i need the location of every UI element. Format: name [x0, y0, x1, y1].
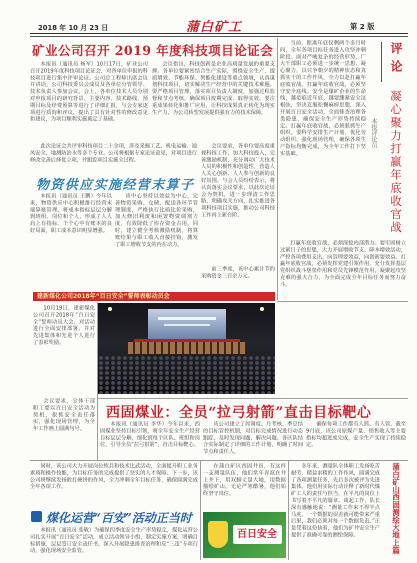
section-rule: [30, 460, 408, 461]
coal-ops-body-text: 本报讯（通讯员 张敏）为确保四季度安全生产形势稳定，煤化运营公司扎实开展“百日安全”活动，成立活动领导小组，制定实施方案，明确目标措施，层层签订安全责任书，深入开展隐患排查治理和反“三违”专项行动，强化现场安全监管。: [30, 527, 198, 554]
coal-ops-headline: 煤化运营“百安”活动正当时: [46, 511, 192, 525]
stage-light-right: [260, 307, 264, 311]
feature-body-col1-text: 在蒲白矿区西固井田，有这样一支测量队伍，他们常年奔波在井上井下，用双脚丈量大地，用数据描绘矿山。无论严寒酷暑，他们始终坚守岗位。: [203, 463, 286, 497]
supply-body-col1-text: 本报讯（通讯员 王鹏）今年以来，物资供应中心积极推行经营末端算账管理，将成本指标层层分解到班组、岗位和个人，形成了人人肩上有指标、个个心中有账本的良好局面，职工成本意识明显增强。: [30, 193, 112, 234]
xigu-body-col3-text: 确保每项工作都有人抓、有人管。截至9月底，该公司原煤产量、销售收入等主要指标均超进度完成，安全生产实现了持续稳定。: [306, 421, 406, 448]
lead-body-col2: [152, 61, 275, 141]
screen-text-line: [164, 324, 210, 326]
feature-body-col2: [291, 463, 380, 560]
lead-body-col1: [30, 61, 148, 141]
photo-divider: [97, 302, 98, 460]
photo-story-body: [33, 398, 95, 458]
bottom-divider-1: [200, 460, 201, 560]
supply-body-col1: [30, 193, 112, 289]
photo-story-body-text: 会议要求，全体干部职工要以百日安全活动为契机，狠抓安全责任落实，强化现场管理，为全年工作画上圆满句号。: [33, 398, 95, 432]
commentary-body-col1: [280, 40, 366, 236]
xigu-body-col1: [100, 421, 200, 458]
feature-title: 蒲白矿山西固测绘大地上篇: [392, 463, 401, 555]
poster-panel: [233, 525, 282, 544]
issue-date: 2018 年 10 月 23 日: [38, 24, 109, 32]
commentary-body-col1-text: 当前，距离年底仅剩两个多月时间，全年各项目标任务进入攻坚冲刺阶段。面对严峻复杂的经营形势，广大干部职工必须进一步统一思想、凝心聚力，以只争朝夕的精神状态和真抓实干的工作作风，全力以赴打赢年底收官战。打赢年底收官战，必须坚守安全底线。安全是煤矿企业的生命线，越是临近年底，越要绷紧安全这根弦，坚决克服松懈麻痹思想，深入开展百日安全活动，全面排查治理各类隐患，确保安全生产形势持续稳定。打赢年底收官战，必须狠抓生产组织。要科学安排生产计划，优化劳动组织，强化现场管理，确保各项生产指标均衡完成，为全年工作打下坚实基础。: [280, 40, 366, 157]
feature-body-col1: [203, 463, 286, 509]
section-icon: [31, 511, 42, 522]
lead-body-col2-text: 会议指出，科技创新是企业高质量发展的重要支撑。各单位要紧密结合生产实际，围绕安全生产、提质增效、节能环保、智能化建设等重点领域，认真谋划科技项目，切实解决生产经营中的关键技术难题。要严格项目管理，落实项目负责人制度，加强过程监督和节点考核，确保项目按期完成、取得实效。要注重成果转化和推广应用，让科技成果真正转化为现实生产力，为公司转型发展提供强有力的技术保障。: [152, 61, 275, 116]
poster-title: 百日安全: [237, 529, 277, 540]
lead-headline: 矿业公司召开 2019 年度科技项目论证会: [32, 43, 274, 58]
xigu-body-col4: [30, 463, 198, 507]
supply-body-col3-text: 前三季度，该中心累计节约采购资金三百余万元。: [201, 266, 275, 279]
commentary-byline: 本报评论员: [370, 118, 377, 148]
lead-body-col1-text: 本报讯（通讯员 杨军）10月17日，矿业公司召开2019年度科技项目论证会，对各单位申报的科技项目进行集中评审论证。公司总工程师出席会议并讲话，公司科技委员会成员及各单位分管领导、技术负责人参加会议。会上，各单位技术人员分别对申报项目的研究背景、主要内容、技术路线、预期目标及经费预算等进行了详细汇报，与会专家逐项进行质询和评议，提出了具有针对性的修改意见和建议，为项目顺利实施奠定了基础。: [30, 61, 148, 123]
photo-caption: [33, 305, 95, 394]
lead-body-col3-text: 此次论证会共评审科技项目二十余项，涉及采掘工艺、机电运输、通风安全、地测防治水等多个专业。公司将根据专家论证意见，对项目进行修改完善后择优立项，并跟踪项目实施全过程。: [30, 143, 197, 163]
photo-caption-text: 10月19日，建新煤化公司召开2018年“百日安全”誓师动员大会，对活动进行全面安排部署，并对先进集体和先进个人进行了表彰奖励。: [33, 305, 95, 346]
supply-headline: 物资供应实施经营末算子: [36, 178, 195, 193]
feature-body-col2-text: 多年来，测量队全体职工发扬吃苦耐劳、精益求精的工作作风，圆满完成了各项测量任务，先后多次被评为先进集体。他们用实际行动诠释了新时代煤矿工人的责任与担当，在平凡的岗位上书写着不平凡的篇章。谈起工作，队长深有感触地说：“测量工作来不得半点马虎，一个数据的误差就可能带来严重后果，我们必须对每一个数据负责。”正是凭着这份执着，他们为矿井安全生产提供了准确可靠的测绘保障。: [291, 463, 380, 538]
photo-banner: 建新煤化公司2018年“百日安全”誓师表彰动员会: [33, 292, 275, 301]
xigu-body-col1-text: 本报讯（通讯员 李华）今年以来，西固煤业坚持目标引领，将全年安全生产经营目标层层分解，细化到每个区队、班组和岗位，引导全员“拉弓射箭”，直击目标靶心。: [100, 421, 200, 448]
commentary-body-col2: [280, 240, 406, 298]
xigu-body-col4-text: 同时，该公司大力开展岗位练兵和技术比武活动，全面提升职工业务素质和操作技能，为目标任务的完成提供了坚实的人才保障。下一步，该公司将继续发扬敢打硬拼的作风，全力冲刺全年目标任务，确保圆满完成全年各项工作。: [30, 463, 198, 490]
stage-light-left: [108, 307, 112, 311]
event-photo: [98, 303, 275, 394]
masthead: 蒲白矿工: [186, 20, 243, 35]
lead-body-col4: [201, 143, 275, 264]
supply-body-col2: [115, 193, 198, 289]
page-number: 第 2 版: [350, 22, 375, 31]
header-rule-thin: [30, 36, 408, 37]
coal-ops-body: [30, 527, 198, 560]
supply-body-col2-text: 该中心坚持以效益为中心，完善物资采购、仓储、配送各环节管理制度，严格执行比质比价采购，加大修旧利废和闲置物资调剂力度，有效降低了库存资金占用。同时，建立健全考核激励机制，将算账结果与职工收入直接挂钩，激发了职工增收节支的内在动力。: [115, 193, 198, 248]
shield-icon: [208, 521, 228, 548]
supply-body-col3: [201, 266, 275, 289]
commentary-body-col2-text: 打赢年底收官战，必须深挖内部潜力。要牢固树立过紧日子的思想，大力开展增收节支、降本增效活动，严控各项费用支出，向管理要效益，向创新要效益。打赢年底收官战，必须发挥党建引领作用，充分发挥基层党组织战斗堡垒作用和党员先锋模范作用，凝聚起攻坚克难的强大合力，为全面完成全年目标任务而努力奋斗。: [280, 240, 406, 288]
commentary-label: 评论: [381, 42, 405, 82]
section-rule: [98, 398, 408, 399]
bottom-divider-2: [288, 460, 289, 560]
xigu-body-col2: [203, 421, 303, 458]
xigu-headline: 西固煤业：全员“拉弓射箭”直击目标靶心: [106, 405, 372, 421]
screen-text-line: [158, 317, 216, 320]
commentary-headline: 凝心聚力打赢年底收官战: [389, 90, 403, 235]
header-rule-thick: [30, 33, 408, 34]
safety-poster: [203, 512, 286, 558]
lead-body-col4-text: 会议要求，各单位要高度重视科技工作，加大科技投入，完善激励机制，充分调动广大技术人员的积极性和创造性，营造人人关心创新、人人参与创新的良好氛围。与会人员纷纷表示，将认真落实会议要求，以此次论证会为契机，进一步理清工作思路，明确攻关方向，扎实推进各项科技项目实施，推动公司科技工作再上新台阶。: [201, 143, 275, 218]
xigu-body-col2-text: 该公司建立了周调度、月考核、季总结的目标管控机制，对目标完成情况进行动态跟踪，及时发现问题、解决问题。各区队结合实际制定了详细的工作计划，明确了时间节点和责任人，: [203, 421, 303, 455]
stage-floor: [128, 342, 246, 354]
xigu-body-col3: [306, 421, 406, 458]
lead-body-col3: [30, 143, 197, 172]
column-divider: [277, 38, 278, 300]
audience: [98, 355, 275, 394]
section-rule: [277, 301, 408, 302]
